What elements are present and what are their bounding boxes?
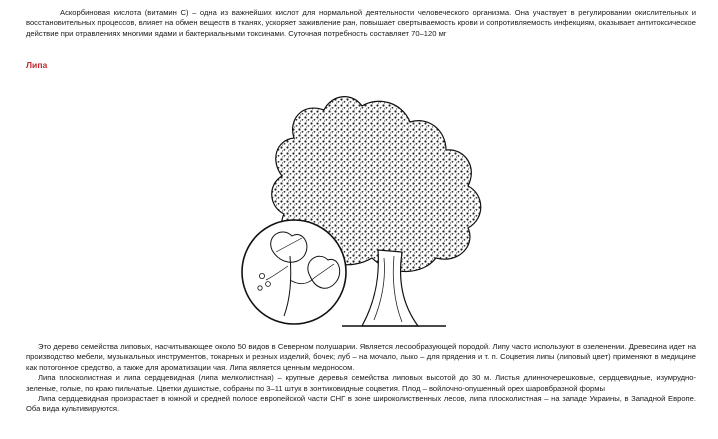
leaf-detail-inset — [242, 220, 346, 324]
section-title: Липа — [26, 60, 48, 70]
linden-description — [26, 342, 696, 415]
paragraph: Липа плосколистная и липа сердцевидная (липа мелколистная) – крупные деревья семейства липовых высотой до 30 м. Листья длинночерешковые, сердцевидные, изумрудно-зеленые, голые, по краю пильчатые. Цветки душистые, собраны по 3–11 штук в зонтиковидные соцветия. Плод – войлочно-опушенный орех шаровбразной формы — [26, 373, 696, 393]
linden-tree-illustration — [232, 80, 492, 336]
intro-paragraph: Аскорбиновая кислота (витамин С) – одна из важнейших кислот для нормальной деятельности человеческого организма. Она участвует в регулировании окислительных и восстановительных процессов, влияет на обмен веществ в тканях, ускоряет заживление ран, повышает свертываемость крови и сопротивляемость инфекциям, оказывает антитоксическое действие при отравлениях многими ядами и бактериальными токсинами. Суточная потребность составляет 70–120 мг — [26, 8, 696, 38]
paragraph: Липа сердцевидная произрастает в южной и средней полосе европейской части СНГ в зоне широколиственных лесов, липа плосколистная – на западе Украины, в Западной Европе. Оба вида культивируются. — [26, 394, 696, 414]
paragraph: Это дерево семейства липовых, насчитывающее около 50 видов в Северном полушарии. Является лесообразующей породой. Липу часто используют в озеленении. Древесина идет на производство мебели, музыкальных инструментов, токарных и резных изделий, бочек; луб – на мочало, лыко – для прядения и т. п. Соцветия липы (липовый цвет) применяют в медицине как потогонное средство, а также для ароматизации чая. Липа является ценным медоносом. — [26, 342, 696, 372]
